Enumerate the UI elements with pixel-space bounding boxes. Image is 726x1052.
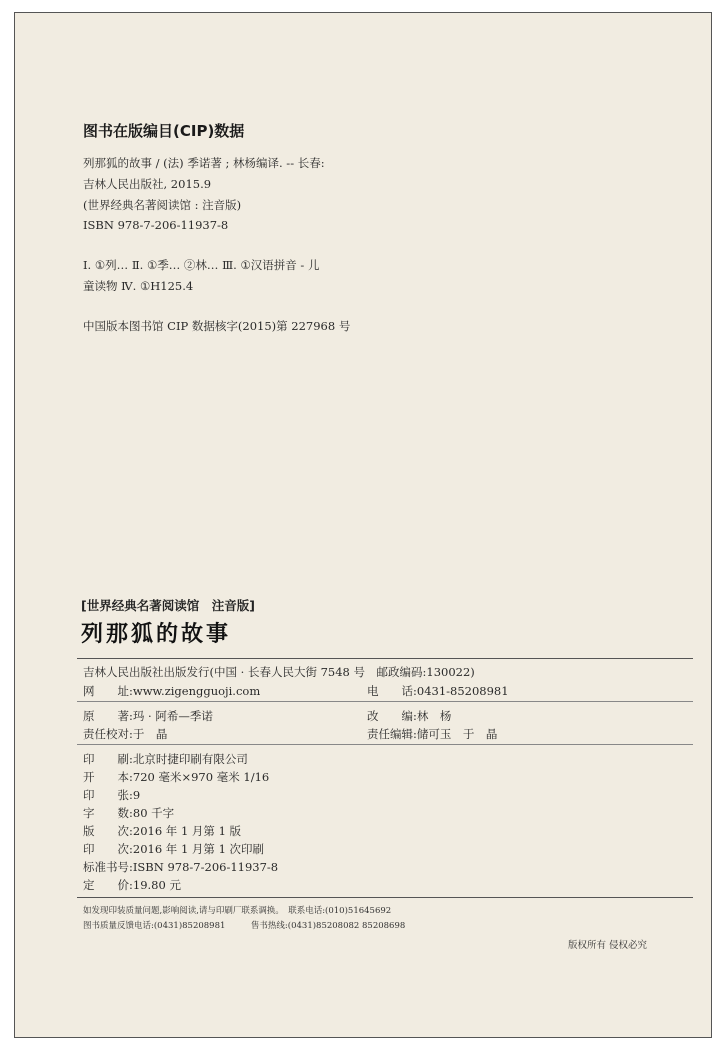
cip-line-3: (世界经典名著阅读馆 : 注音版) bbox=[83, 198, 242, 212]
divider bbox=[77, 744, 693, 745]
spec-label: 印 次: bbox=[83, 842, 133, 856]
website-label: 网 址: bbox=[83, 684, 133, 698]
author-value: 玛 · 阿希—季诺 bbox=[132, 709, 213, 723]
copyright-page bbox=[14, 12, 712, 1038]
spec-row bbox=[83, 877, 181, 893]
website-value: www.zigengguoji.com bbox=[132, 684, 261, 698]
spec-row bbox=[83, 823, 241, 839]
copyright-notice: 版权所有 侵权必究 bbox=[568, 940, 648, 951]
phone-value: 0431-85208981 bbox=[416, 684, 509, 698]
responsible-editor-value: 储可玉 于 晶 bbox=[416, 727, 498, 741]
spec-label: 标准书号: bbox=[83, 860, 133, 874]
phone-row bbox=[367, 683, 509, 699]
spec-label: 印 刷: bbox=[83, 752, 133, 766]
quality-notice: 如发现印装质量问题,影响阅读,请与印刷厂联系调换。 bbox=[83, 906, 280, 916]
quality-notice-line bbox=[83, 904, 391, 916]
spec-value: 北京时捷印刷有限公司 bbox=[132, 752, 248, 766]
spec-row bbox=[83, 751, 248, 767]
website-row bbox=[83, 683, 260, 699]
divider bbox=[77, 897, 693, 898]
spec-value: 80 千字 bbox=[132, 806, 175, 820]
phone-label: 电 话: bbox=[367, 684, 417, 698]
proofreader-label: 责任校对: bbox=[83, 727, 133, 741]
spec-label: 印 张: bbox=[83, 788, 133, 802]
spec-label: 开 本: bbox=[83, 770, 133, 784]
proofreader-row bbox=[83, 726, 167, 742]
publisher-line: 吉林人民出版社出版发行(中国 · 长春人民大街 7548 号 邮政编码:130022) bbox=[83, 665, 475, 679]
cip-verification-number: 中国版本图书馆 CIP 数据核字(2015)第 227968 号 bbox=[83, 319, 351, 333]
contact-phone: 联系电话:(010)51645692 bbox=[288, 906, 392, 916]
feedback-line bbox=[83, 919, 405, 931]
spec-row bbox=[83, 787, 140, 803]
spec-value: 2016 年 1 月第 1 次印刷 bbox=[132, 842, 265, 856]
cip-line-1: 列那狐的故事 / (法) 季诺著 ; 林杨编译. -- 长春: bbox=[83, 156, 325, 170]
spec-row bbox=[83, 841, 264, 857]
spec-row bbox=[83, 859, 278, 875]
cip-line-2: 吉林人民出版社, 2015.9 bbox=[83, 177, 212, 191]
responsible-editor-row bbox=[367, 726, 497, 742]
sales-hotline: 售书热线:(0431)85208082 85208698 bbox=[250, 921, 406, 931]
spec-label: 定 价: bbox=[83, 878, 133, 892]
adapter-row bbox=[367, 708, 451, 724]
feedback-phone: 图书质量反馈电话:(0431)85208981 bbox=[83, 921, 226, 931]
divider bbox=[77, 701, 693, 702]
spec-value: 19.80 元 bbox=[132, 878, 181, 892]
series-name: [世界经典名著阅读馆 注音版] bbox=[81, 598, 255, 613]
cip-title: 图书在版编目(CIP)数据 bbox=[83, 122, 245, 140]
spec-value: 9 bbox=[132, 788, 141, 802]
book-title: 列那狐的故事 bbox=[81, 622, 232, 647]
proofreader-value: 于 晶 bbox=[132, 727, 168, 741]
divider bbox=[77, 658, 693, 659]
cip-classification-1: Ⅰ. ①列… Ⅱ. ①季… ②林… Ⅲ. ①汉语拼音 - 儿 bbox=[83, 258, 320, 272]
responsible-editor-label: 责任编辑: bbox=[367, 727, 417, 741]
author-label: 原 著: bbox=[83, 709, 133, 723]
spec-value: ISBN 978-7-206-11937-8 bbox=[132, 860, 279, 874]
spec-label: 字 数: bbox=[83, 806, 133, 820]
author-row bbox=[83, 708, 213, 724]
spec-row bbox=[83, 805, 174, 821]
adapter-value: 林 杨 bbox=[416, 709, 452, 723]
spec-row bbox=[83, 769, 269, 785]
spec-value: 2016 年 1 月第 1 版 bbox=[132, 824, 242, 838]
cip-isbn: ISBN 978-7-206-11937-8 bbox=[83, 218, 229, 232]
cip-classification-2: 童读物 Ⅳ. ①H125.4 bbox=[83, 279, 194, 293]
adapter-label: 改 编: bbox=[367, 709, 417, 723]
spec-label: 版 次: bbox=[83, 824, 133, 838]
spec-value: 720 毫米×970 毫米 1/16 bbox=[132, 770, 270, 784]
